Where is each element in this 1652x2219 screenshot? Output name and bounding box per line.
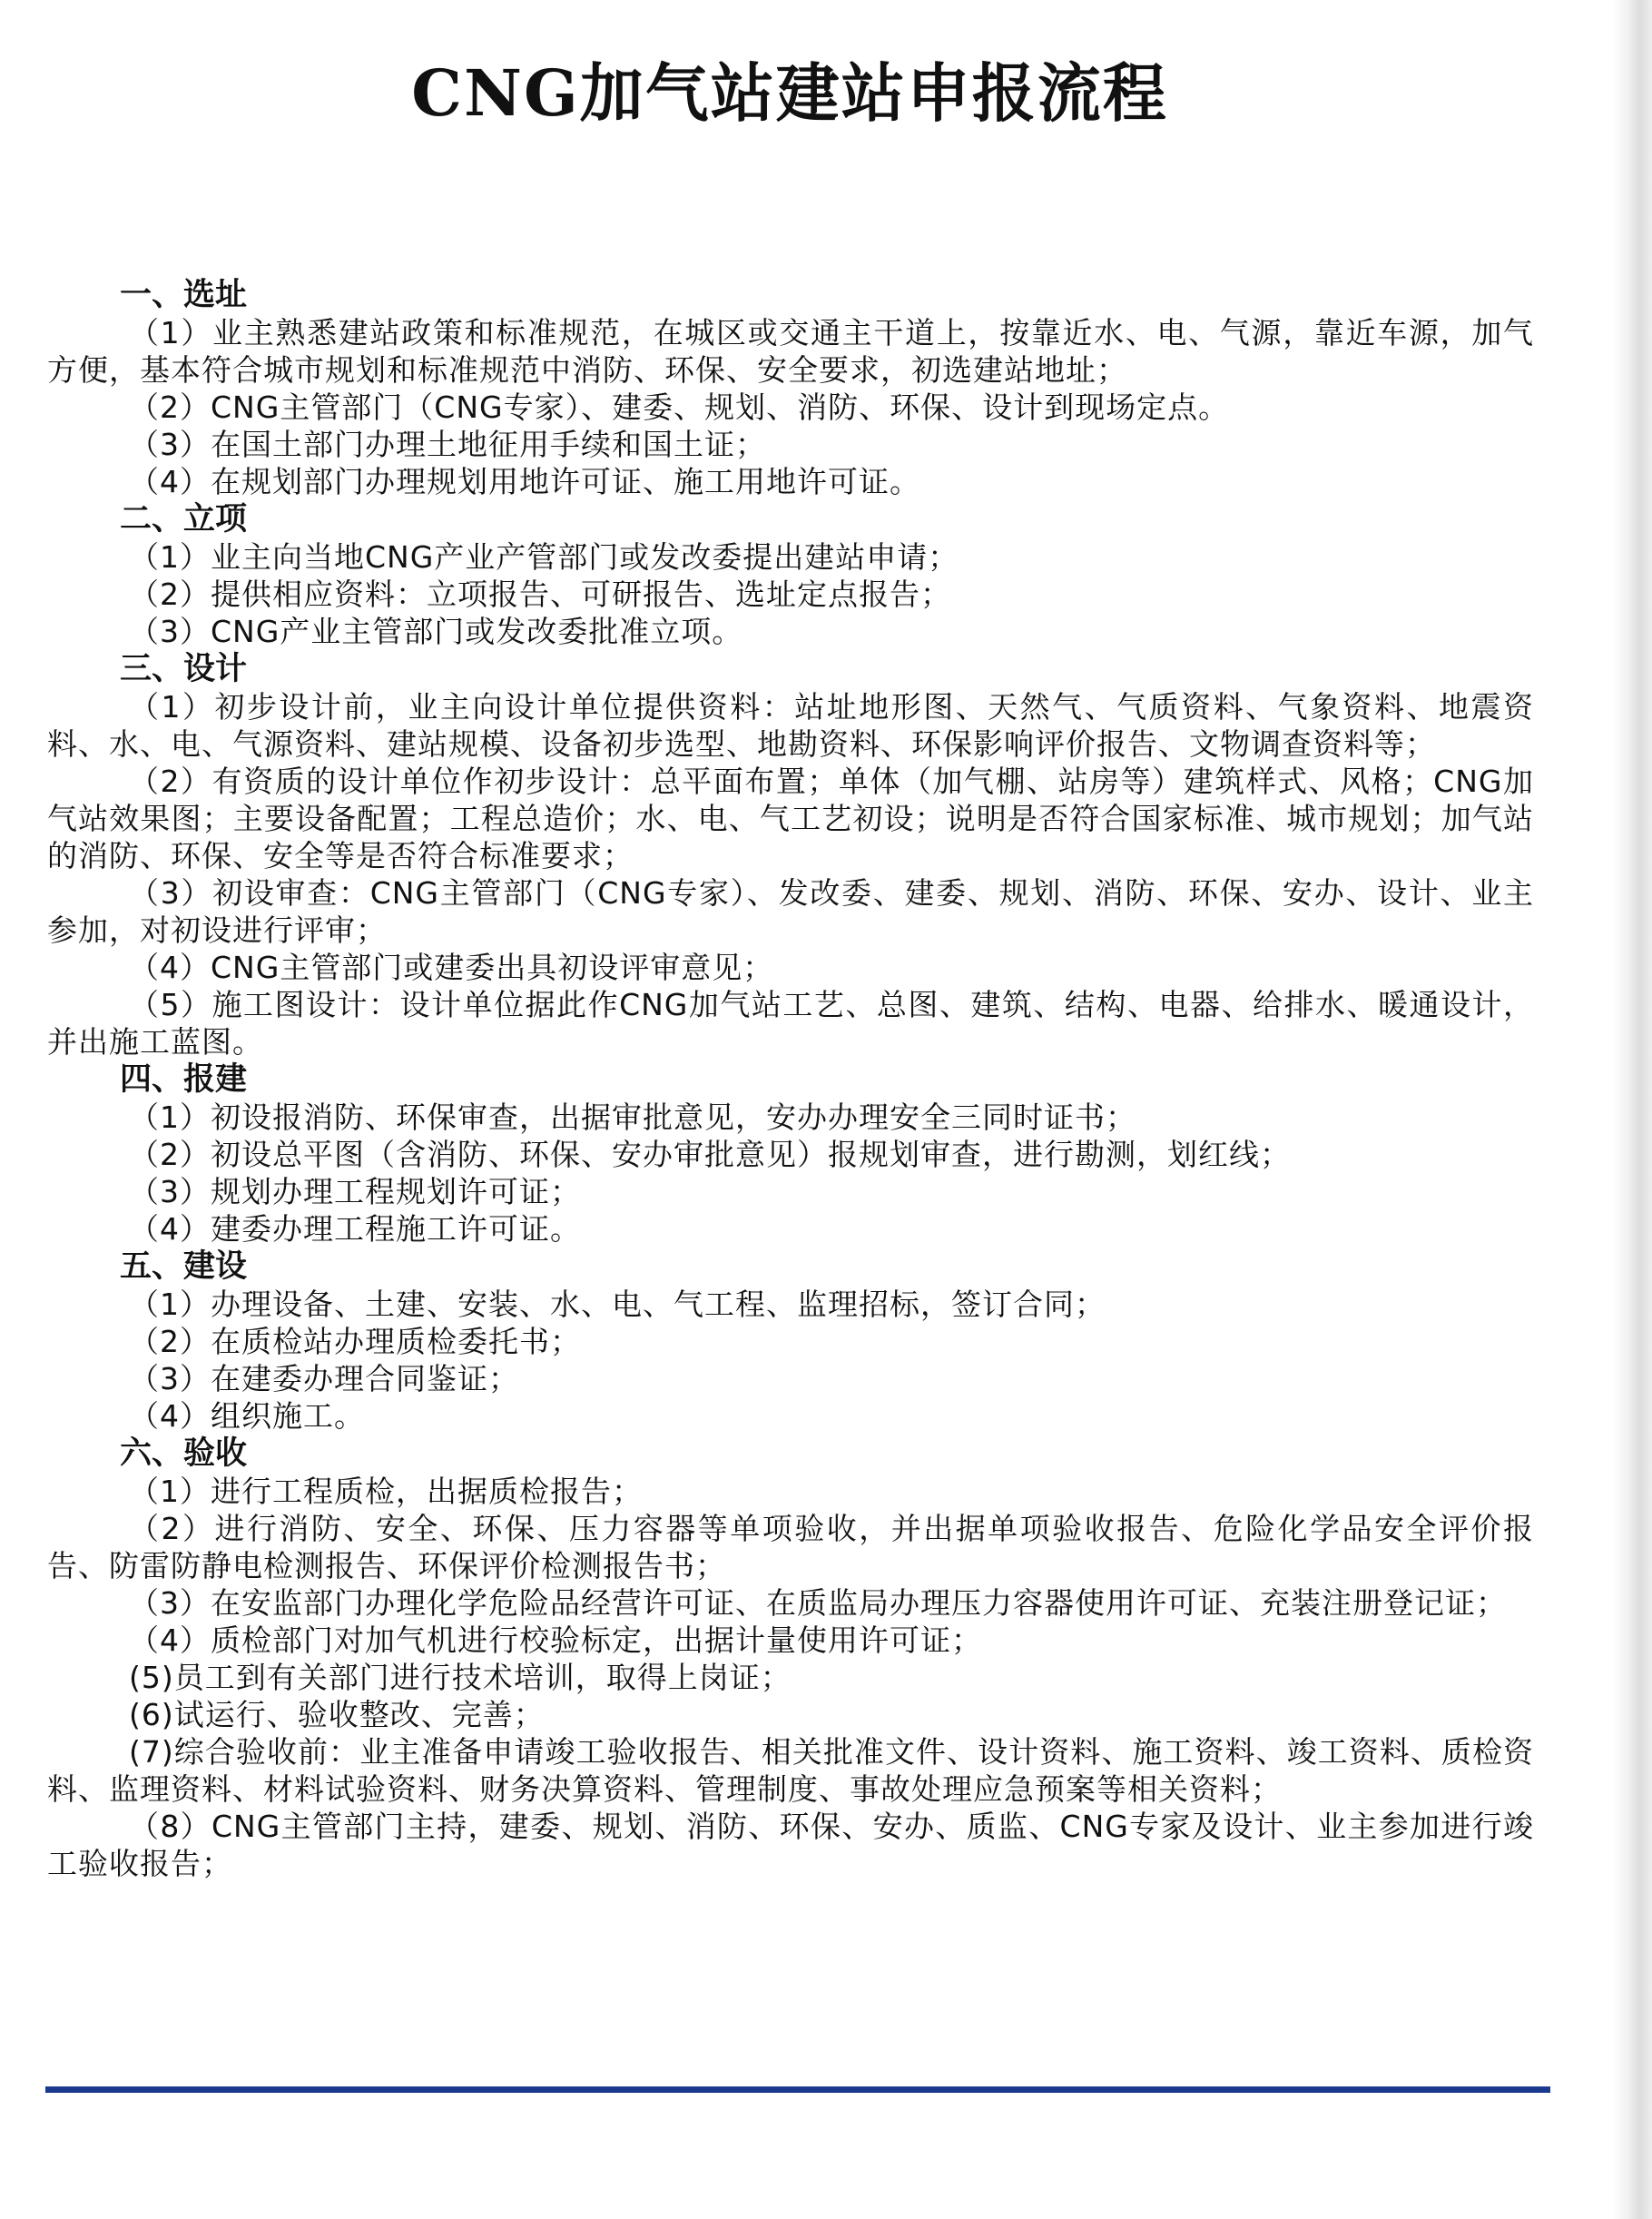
list-item: （1）业主熟悉建站政策和标准规范，在城区或交通主干道上，按靠近水、电、气源，靠近车源，加气方便，基本符合城市规划和标准规范中消防、环保、安全要求，初选建站地址；	[47, 315, 1534, 388]
list-item: （8）CNG主管部门主持，建委、规划、消防、环保、安办、质监、CNG专家及设计、业主参加进行竣工验收报告；	[47, 1809, 1534, 1881]
list-item: (6)试运行、验收整改、完善；	[129, 1697, 545, 1732]
document-body	[47, 276, 1534, 1882]
list-item: (5)员工到有关部门进行技术培训，取得上岗证；	[129, 1660, 792, 1695]
list-item: （4）组织施工。	[129, 1398, 365, 1434]
section-filing	[47, 1060, 1534, 1248]
list-item: （4）质检部门对加气机进行校验标定，出据计量使用许可证；	[129, 1622, 982, 1658]
list-item: （2）进行消防、安全、环保、压力容器等单项验收，并出据单项验收报告、危险化学品安全评价报告、防雷防静电检测报告、环保评价检测报告书；	[47, 1511, 1534, 1583]
list-item: （2）提供相应资料：立项报告、可研报告、选址定点报告；	[129, 577, 951, 612]
list-item: （1）办理设备、土建、安装、水、电、气工程、监理招标，签订合同；	[129, 1287, 1106, 1322]
section-heading: 五、建设	[120, 1248, 248, 1285]
list-item: （1）初步设计前，业主向设计单位提供资料：站址地形图、天然气、气质资料、气象资料、地震资料、水、电、气源资料、建站规模、设备初步选型、地勘资料、环保影响评价报告、文物调查资料等；	[47, 689, 1534, 762]
list-item: （1）进行工程质检，出据质检报告；	[129, 1474, 643, 1509]
list-item: （3）在安监部门办理化学危险品经营许可证、在质监局办理压力容器使用许可证、充装注册登记证；	[129, 1585, 1507, 1621]
section-heading: 三、设计	[120, 650, 248, 687]
list-item: （2）CNG主管部门（CNG专家）、建委、规划、消防、环保、设计到现场定点。	[129, 390, 1230, 425]
document-title: CNG加气站建站申报流程	[411, 55, 1168, 131]
section-heading: 六、验收	[120, 1435, 248, 1472]
section-project-approval	[47, 500, 1534, 650]
list-item: (7)综合验收前：业主准备申请竣工验收报告、相关批准文件、设计资料、施工资料、竣工资料、质检资料、监理资料、材料试验资料、财务决算资料、管理制度、事故处理应急预案等相关资料；	[47, 1734, 1534, 1807]
list-item: （3）在国土部门办理土地征用手续和国土证；	[129, 427, 766, 462]
list-item: （4）建委办理工程施工许可证。	[129, 1211, 581, 1247]
section-site-selection	[47, 276, 1534, 500]
list-item: （4）CNG主管部门或建委出具初设评审意见；	[129, 950, 774, 985]
list-item: （2）在质检站办理质检委托书；	[129, 1324, 581, 1359]
section-heading: 四、报建	[120, 1060, 248, 1098]
list-item: （1）初设报消防、环保审查，出据审批意见，安办办理安全三同时证书；	[129, 1100, 1136, 1135]
section-construction	[47, 1248, 1534, 1435]
list-item: （2）初设总平图（含消防、环保、安办审批意见）报规划审查，进行勘测，划红线；	[129, 1137, 1291, 1172]
list-item: （5）施工图设计：设计单位据此作CNG加气站工艺、总图、建筑、结构、电器、给排水、暖通设计，并出施工蓝图。	[47, 987, 1534, 1060]
list-item: （2）有资质的设计单位作初步设计：总平面布置；单体（加气棚、站房等）建筑样式、风格；CNG加气站效果图；主要设备配置；工程总造价；水、电、气工艺初设；说明是否符合国家标准、城市规划；加气站的消防、环保、安全等是否符合标准要求；	[47, 764, 1534, 873]
section-acceptance	[47, 1435, 1534, 1882]
page-edge-shadow	[1612, 0, 1652, 2219]
list-item: （1）业主向当地CNG产业产管部门或发改委提出建站申请；	[129, 539, 959, 575]
footer-divider	[45, 2086, 1550, 2093]
list-item: （3）在建委办理合同鉴证；	[129, 1361, 519, 1396]
section-heading: 二、立项	[120, 500, 248, 537]
section-design	[47, 650, 1534, 1060]
list-item: （3）CNG产业主管部门或发改委批准立项。	[129, 614, 743, 649]
list-item: （3）规划办理工程规划许可证；	[129, 1174, 581, 1209]
list-item: （3）初设审查：CNG主管部门（CNG专家）、发改委、建委、规划、消防、环保、安办、设计、业主参加，对初设进行评审；	[47, 875, 1534, 948]
list-item: （4）在规划部门办理规划用地许可证、施工用地许可证。	[129, 464, 920, 499]
section-heading: 一、选址	[120, 276, 248, 313]
